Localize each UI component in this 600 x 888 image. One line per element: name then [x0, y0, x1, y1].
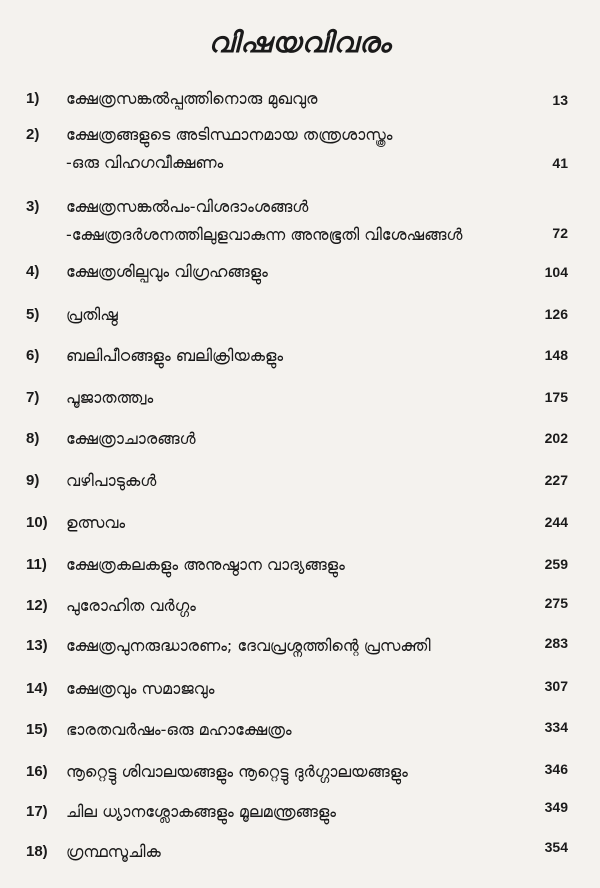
entry-number: 5) — [26, 306, 40, 323]
entry-title-line: ക്ഷേത്രശില്പവും വിഗ്രഹങ്ങളും — [66, 262, 268, 281]
entry-title-line: ക്ഷേത്രപുനരുദ്ധാരണം; ദേവപ്രശ്നത്തിന്റെ പ്രസക്തി — [66, 636, 431, 655]
entry-page: 307 — [544, 678, 568, 694]
entry-page: 126 — [544, 306, 568, 322]
entry-page: 275 — [544, 595, 568, 611]
entry-number: 6) — [26, 347, 40, 364]
entry-title — [66, 798, 536, 826]
entry-title-line: നൂറ്റെട്ടു ശിവാലയങ്ങളും നൂറ്റെട്ടു ദുർഗ്ഗാലയങ്ങളും — [66, 762, 408, 781]
entry-page: 283 — [544, 635, 568, 651]
entry-title-line: പുരോഹിത വർഗ്ഗം — [66, 596, 196, 615]
entry-title-line: വഴിപാടുകൾ — [66, 471, 157, 490]
entry-number: 8) — [26, 430, 40, 447]
entry-title — [66, 551, 536, 579]
entry-title — [66, 467, 536, 495]
entry-number: 10) — [26, 514, 48, 531]
entry-page: 72 — [552, 225, 568, 241]
entry-number: 14) — [26, 680, 48, 697]
entry-page: 202 — [544, 430, 568, 446]
entry-page: 41 — [552, 155, 568, 171]
entry-title — [66, 301, 536, 329]
entry-title — [66, 632, 536, 660]
entry-title — [66, 425, 536, 453]
entry-page: 13 — [552, 92, 568, 108]
entry-title-line: ക്ഷേത്രങ്ങളുടെ അടിസ്ഥാനമായ തന്ത്രശാസ്ത്രം — [66, 125, 393, 144]
entry-title-line: ക്ഷേത്രാചാരങ്ങൾ — [66, 429, 196, 448]
entry-page: 354 — [544, 839, 568, 855]
entry-number: 17) — [26, 803, 48, 820]
entry-title-line: ബലിപീഠങ്ങളും ബലിക്രിയകളും — [66, 346, 284, 365]
entry-title — [66, 384, 536, 412]
entry-title-line: ചില ധ്യാനശ്ലോകങ്ങളും മൂലമന്ത്രങ്ങളും — [66, 802, 336, 821]
entry-title-line: ക്ഷേത്രസങ്കൽപ്പത്തിനൊരു മുഖവുര — [66, 89, 318, 108]
entry-title — [66, 675, 536, 703]
entry-title-line: ഉത്സവം — [66, 513, 126, 532]
entry-title — [66, 838, 536, 866]
entry-title — [66, 121, 536, 177]
entry-number: 3) — [26, 198, 40, 215]
entry-title-line: ക്ഷേത്രകലകളും അനുഷ്ഠാന വാദ്യങ്ങളും — [66, 555, 345, 574]
entry-title — [66, 758, 536, 786]
entry-title-line: ഭാരതവർഷം-ഒരു മഹാക്ഷേത്രം — [66, 720, 292, 739]
entry-title-line: ക്ഷേത്രസങ്കൽപം-വിശദാംശങ്ങൾ — [66, 197, 309, 216]
entry-number: 7) — [26, 389, 40, 406]
entry-page: 259 — [544, 556, 568, 572]
entry-number: 16) — [26, 763, 48, 780]
entry-title — [66, 509, 536, 537]
page-title: വിഷയവിവരം — [208, 26, 392, 59]
entry-title-line: പ്രതിഷ്ഠ — [66, 305, 118, 324]
entry-number: 13) — [26, 637, 48, 654]
entry-title-line: ഗ്രന്ഥസൂചിക — [66, 842, 161, 861]
entry-title — [66, 342, 536, 370]
entry-page: 346 — [544, 761, 568, 777]
entry-page: 244 — [544, 514, 568, 530]
entry-title — [66, 716, 536, 744]
entry-title-line: പൂജാതത്ത്വം — [66, 388, 154, 407]
entry-page: 148 — [544, 347, 568, 363]
entry-number: 2) — [26, 126, 40, 143]
entry-number: 4) — [26, 263, 40, 280]
entry-page: 227 — [544, 472, 568, 488]
entry-number: 9) — [26, 472, 40, 489]
entry-title-line: -ഒരു വിഹഗവീക്ഷണം — [66, 153, 224, 172]
entry-title-line: -ക്ഷേത്രദർശനത്തിലുളവാകുന്ന അനുഭൂതി വിശേഷങ്ങൾ — [66, 225, 463, 244]
entry-title — [66, 193, 536, 249]
entry-number: 18) — [26, 843, 48, 860]
entry-title — [66, 592, 536, 620]
entry-number: 1) — [26, 90, 40, 107]
entry-title — [66, 258, 536, 286]
entry-page: 349 — [544, 799, 568, 815]
entry-number: 12) — [26, 597, 48, 614]
entry-page: 175 — [544, 389, 568, 405]
entry-number: 15) — [26, 721, 48, 738]
entry-title — [66, 85, 536, 113]
entry-page: 334 — [544, 719, 568, 735]
entry-title-line: ക്ഷേത്രവും സമാജവും — [66, 679, 215, 698]
entry-page: 104 — [544, 264, 568, 280]
entry-number: 11) — [26, 556, 47, 573]
